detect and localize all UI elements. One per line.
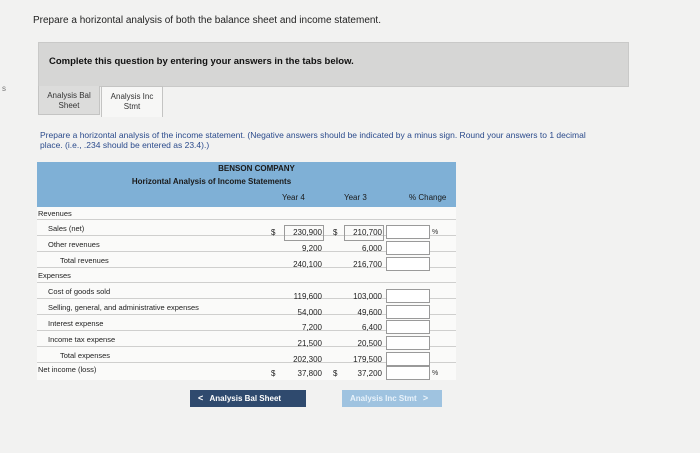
tab-label-line1: Analysis Bal <box>47 91 91 100</box>
sga-y3: 49,600 <box>357 308 382 317</box>
revenues-heading: Revenues <box>38 209 72 218</box>
other-y3: 6,000 <box>361 244 382 253</box>
tab-analysis-bal-sheet[interactable] <box>38 86 100 115</box>
col-year3: Year 3 <box>344 193 367 202</box>
cogs-y4: 119,600 <box>293 292 322 301</box>
margin-mark: s <box>2 84 6 93</box>
total-revenues-label: Total revenues <box>60 256 109 265</box>
question-prompt: Prepare a horizontal analysis of the income statement. (Negative answers should be indicated by a minus sign. Round your answers to 1 decimal place. (i.e., .234 should be entered as 23.4).) <box>40 130 586 150</box>
total-exp-y3: 179,500 <box>353 355 382 364</box>
total-rev-y3: 216,700 <box>353 260 382 269</box>
tax-pct-input[interactable] <box>386 336 430 350</box>
sales-label: Sales (net) <box>48 224 85 233</box>
net-y3: 37,200 <box>357 369 382 378</box>
cogs-pct-input[interactable] <box>386 289 430 303</box>
next-tab-button[interactable] <box>342 390 442 407</box>
tab-analysis-inc-stmt[interactable] <box>101 86 163 117</box>
tax-y4: 21,500 <box>297 339 322 348</box>
interest-y3: 6,400 <box>361 323 382 332</box>
currency-symbol: $ <box>333 228 338 237</box>
total-exp-y4: 202,300 <box>293 355 322 364</box>
net-pct-input[interactable] <box>386 366 430 380</box>
cogs-label: Cost of goods sold <box>48 287 111 296</box>
chevron-right-icon: > <box>422 393 429 403</box>
expenses-heading: Expenses <box>38 271 71 280</box>
interest-y4: 7,200 <box>301 323 322 332</box>
prev-tab-button[interactable] <box>190 390 306 407</box>
tax-label: Income tax expense <box>48 335 116 344</box>
currency-symbol: $ <box>271 369 276 378</box>
next-button-label: Analysis Inc Stmt <box>350 394 417 403</box>
total-rev-y4: 240,100 <box>293 260 322 269</box>
prev-button-label: Analysis Bal Sheet <box>209 394 282 403</box>
total-expenses-label: Total expenses <box>60 351 111 360</box>
total-rev-pct-input[interactable] <box>386 257 430 271</box>
banner-text: Complete this question by entering your answers in the tabs below. <box>49 56 354 67</box>
instructions-banner <box>38 42 629 87</box>
statement-title: Horizontal Analysis of Income Statements <box>37 175 456 189</box>
other-revenues-label: Other revenues <box>48 240 100 249</box>
instruction-text: Prepare a horizontal analysis of both the balance sheet and income statement. <box>33 15 381 26</box>
tax-y3: 20,500 <box>357 339 382 348</box>
sga-label: Selling, general, and administrative expenses <box>48 303 199 312</box>
net-pct-sign: % <box>432 370 439 377</box>
total-exp-pct-input[interactable] <box>386 352 430 366</box>
company-name: BENSON COMPANY <box>37 162 456 175</box>
sales-pct-input[interactable] <box>386 225 430 239</box>
tab-label-line1: Analysis Inc <box>110 92 154 101</box>
sga-pct-input[interactable] <box>386 305 430 319</box>
sales-pct-sign: % <box>432 229 439 236</box>
net-y4: 37,800 <box>297 369 322 378</box>
sales-y4: 230,900 <box>293 228 322 237</box>
tab-label-line2: Sheet <box>58 101 80 110</box>
other-y4: 9,200 <box>301 244 322 253</box>
sga-y4: 54,000 <box>297 308 322 317</box>
col-year4: Year 4 <box>282 193 305 202</box>
interest-label: Interest expense <box>48 319 104 328</box>
net-income-label: Net income (loss) <box>38 365 97 374</box>
cogs-y3: 103,000 <box>353 292 382 301</box>
currency-symbol: $ <box>333 369 338 378</box>
other-pct-input[interactable] <box>386 241 430 255</box>
chevron-left-icon: < <box>198 393 204 403</box>
column-headers <box>37 189 456 207</box>
sales-y3: 210,700 <box>353 228 382 237</box>
col-change: % Change <box>409 193 447 202</box>
tab-label-line2: Stmt <box>123 102 141 111</box>
interest-pct-input[interactable] <box>386 320 430 334</box>
currency-symbol: $ <box>271 228 276 237</box>
